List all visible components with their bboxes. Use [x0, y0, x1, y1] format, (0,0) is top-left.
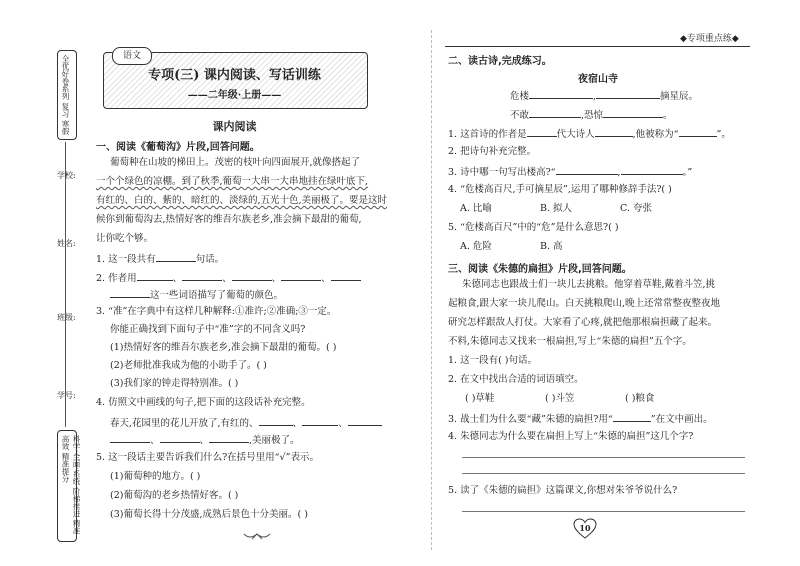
page-title: 专项(三) 课内阅读、写话训练 [148, 68, 321, 83]
header-rule [445, 46, 750, 47]
q2-blank[interactable] [331, 271, 361, 281]
q2-blank[interactable] [110, 288, 150, 298]
passage-line: 候你到葡萄沟去,热情好客的维吾尔族老乡,准会摘下最甜的葡萄, [96, 214, 362, 225]
poem-line1 [510, 89, 698, 103]
q2: 2. 作者用 、 、 、 、 [96, 271, 361, 285]
field-name-label: 姓名: [57, 239, 76, 248]
part2-heading: 二、读古诗,完成练习。 [448, 56, 552, 67]
r-q4b: 4. 朱德同志为什么要在扁担上写上“朱德的扁担”这几个字? [448, 431, 694, 442]
q4-blank[interactable] [259, 416, 293, 426]
series-logo-box [57, 50, 77, 140]
q4-line3-tail: ,美丽极了。 [249, 435, 300, 446]
r-passage-line: 朱德同志也跟战士们一块儿去挑粮。他穿着草鞋,戴着斗笠,挑 [462, 279, 716, 290]
ornament-icon [242, 530, 272, 542]
poem-title: 夜宿山寺 [578, 74, 618, 85]
page-subtitle: ——二年级·上册—— [187, 90, 282, 101]
margin-strip [27, 50, 81, 550]
r-q1-blank[interactable] [527, 127, 557, 137]
header-badge: ◆专项重点练◆ [680, 34, 739, 44]
q4-line2: 春天,花园里的花儿开放了,有红的、 、 、 [110, 416, 382, 430]
poem-text: 。 [663, 110, 673, 121]
q4-blank[interactable] [209, 433, 249, 443]
q5: 5. 这一段话主要告诉我们什么?在括号里用“√”表示。 [96, 452, 319, 463]
q1 [96, 252, 224, 266]
r-q1-mid: 代大诗人 [556, 129, 595, 140]
r-q3b [448, 412, 713, 426]
part3-heading: 三、阅读《朱德的扁担》片段,回答问题。 [448, 264, 632, 275]
slogan-text: 科学·全面·系统 阶梯推进 精准高效 精准提分 [61, 435, 81, 535]
q5-item: (2)葡萄沟的老乡热情好客。( ) [110, 490, 239, 501]
r-q5-option[interactable]: A. 危险 [460, 241, 492, 252]
r-q2b-item: ( )草鞋 [465, 393, 495, 404]
field-id-label: 学号: [57, 391, 76, 400]
r-q1-tail: ,他被称为“ [632, 129, 679, 140]
r-q3-mid: , [617, 167, 621, 178]
poem-text: 危楼 [510, 91, 530, 102]
r-q1b: 1. 这一段有( )句话。 [448, 355, 538, 366]
q4: 4. 仿照文中画线的句子,把下面的这段话补充完整。 [96, 397, 311, 408]
passage-line: 一个个绿色的凉棚。到了秋季,葡萄一大串一大串地挂在绿叶底下, [96, 176, 369, 187]
r-q3b-text: 3. 战士们为什么要“藏”朱德的扁担?用“ [448, 414, 613, 425]
poem-text: , [593, 91, 597, 102]
part1-heading: 一、阅读《葡萄沟》片段,回答问题。 [96, 142, 260, 153]
q3: 3. “准”在字典中有这样几种解释:①准许;②准确;③一定。 [96, 306, 337, 317]
q4-line3: 、 、 ,美丽极了。 [110, 433, 300, 447]
subject-tag-label: 语文 [122, 51, 141, 61]
field-school-label: 学校: [57, 171, 76, 180]
q1-blank[interactable] [156, 252, 196, 262]
poem-blank[interactable] [603, 108, 663, 118]
q3-item: (2)老师批准我成为他的小助手了。( ) [110, 360, 267, 371]
q5-item: (3)葡萄长得十分茂盛,成熟后景色十分美丽。( ) [110, 509, 308, 520]
q2-blank[interactable] [232, 271, 272, 281]
slogan-box [57, 430, 81, 542]
passage-line: 让你吃个够。 [96, 233, 154, 244]
r-q3-blank[interactable] [621, 165, 683, 175]
poem-blank[interactable] [529, 108, 581, 118]
q2-text: 2. 作者用 [96, 273, 137, 284]
q2-blank[interactable] [182, 271, 222, 281]
r-q4-option[interactable]: B. 拟人 [540, 203, 573, 214]
r-passage-line: 研究怎样跟敌人打仗。大家看了心疼,就把他那根扁担藏了起来。 [448, 317, 718, 328]
r-q3b-tail: ”在文中画出。 [650, 414, 713, 425]
poem-line2 [510, 108, 673, 122]
poem-blank[interactable] [596, 89, 660, 99]
q3-line2: 你能正确找到下面句子中“准”字的不同含义吗? [110, 324, 306, 335]
r-q2b: 2. 在文中找出合适的词语填空。 [448, 374, 584, 385]
r-q1-blank[interactable] [595, 127, 633, 137]
q4-blank[interactable] [110, 433, 150, 443]
q2-line2 [110, 288, 283, 302]
q2-blank[interactable] [137, 271, 173, 281]
r-q4-option[interactable]: A. 比喻 [460, 203, 492, 214]
passage-line: 葡萄种在山坡的梯田上。茂密的枝叶向四面展开,就像搭起了 [110, 157, 361, 168]
r-q3-blank[interactable] [556, 165, 618, 175]
field-class-label: 班级: [57, 313, 76, 322]
q2-blank[interactable] [281, 271, 321, 281]
q3-item: (1)热情好客的维吾尔族老乡,准会摘下最甜的葡萄。( ) [110, 342, 337, 353]
r-q1 [448, 127, 731, 141]
r-passage-line: 起粮食,跟大家一块儿爬山。白天挑粮爬山,晚上还常常整夜整夜地 [448, 298, 721, 309]
q4-blank[interactable] [302, 416, 338, 426]
page-divider [431, 30, 432, 550]
r-q5b: 5. 读了《朱德的扁担》这篇课文,你想对朱爷爷说什么? [448, 485, 678, 496]
r-q1-text: 1. 这首诗的作者是 [448, 129, 527, 140]
passage-line: 有红的、白的、紫的、暗红的、淡绿的,五光十色,美丽极了。要是这时 [96, 195, 388, 206]
r-q3b-blank[interactable] [613, 412, 651, 422]
q1-tail: 句话。 [195, 254, 225, 265]
r-q4: 4. “危楼高百尺,手可摘星辰”,运用了哪种修辞手法?( ) [448, 184, 672, 195]
q3-item: (3)我们家的钟走得特别准。( ) [110, 378, 239, 389]
q1-text: 1. 这一段共有 [96, 254, 156, 265]
r-q2b-item: ( )斗笠 [545, 393, 575, 404]
answer-line[interactable] [462, 473, 745, 474]
q5-item: (1)葡萄种的地方。( ) [110, 471, 201, 482]
r-q3-text: 3. 诗中哪一句写出楼高?“ [448, 167, 556, 178]
q4-blank[interactable] [348, 416, 382, 426]
r-passage-line: 不料,朱德同志又找来一根扁担,写上“朱德的扁担”五个字。 [448, 336, 692, 347]
strip-line [65, 142, 67, 427]
answer-line[interactable] [462, 457, 745, 458]
r-q2: 2. 把诗句补充完整。 [448, 146, 537, 157]
poem-text: ,恐惊 [581, 110, 604, 121]
q4-line2-text: 春天,花园里的花儿开放了,有红的、 [110, 418, 259, 429]
r-q1-end: ”。 [716, 129, 731, 140]
r-q5-option[interactable]: B. 高 [540, 241, 563, 252]
answer-line[interactable] [462, 511, 745, 512]
poem-blank[interactable] [529, 89, 593, 99]
poem-text: 不敢 [510, 110, 530, 121]
r-q4-option[interactable]: C. 夸张 [620, 203, 652, 214]
page-number: 10 [579, 523, 591, 533]
q2-line2-text: 这一些词语描写了葡萄的颜色。 [150, 290, 284, 301]
subject-tag [112, 47, 152, 65]
r-q3 [448, 165, 692, 179]
r-q1-blank[interactable] [679, 127, 717, 137]
r-q3-end: 。” [682, 167, 693, 178]
r-q2b-item: ( )粮食 [625, 393, 655, 404]
q4-blank[interactable] [160, 433, 200, 443]
r-q5: 5. “危楼高百尺”中的“危”是什么意思?( ) [448, 222, 619, 233]
section-heading: 课内阅读 [212, 120, 257, 133]
series-logo-text: 全优好卷系列 复习 寒假 [61, 55, 70, 135]
poem-text: 摘星辰。 [660, 91, 699, 102]
